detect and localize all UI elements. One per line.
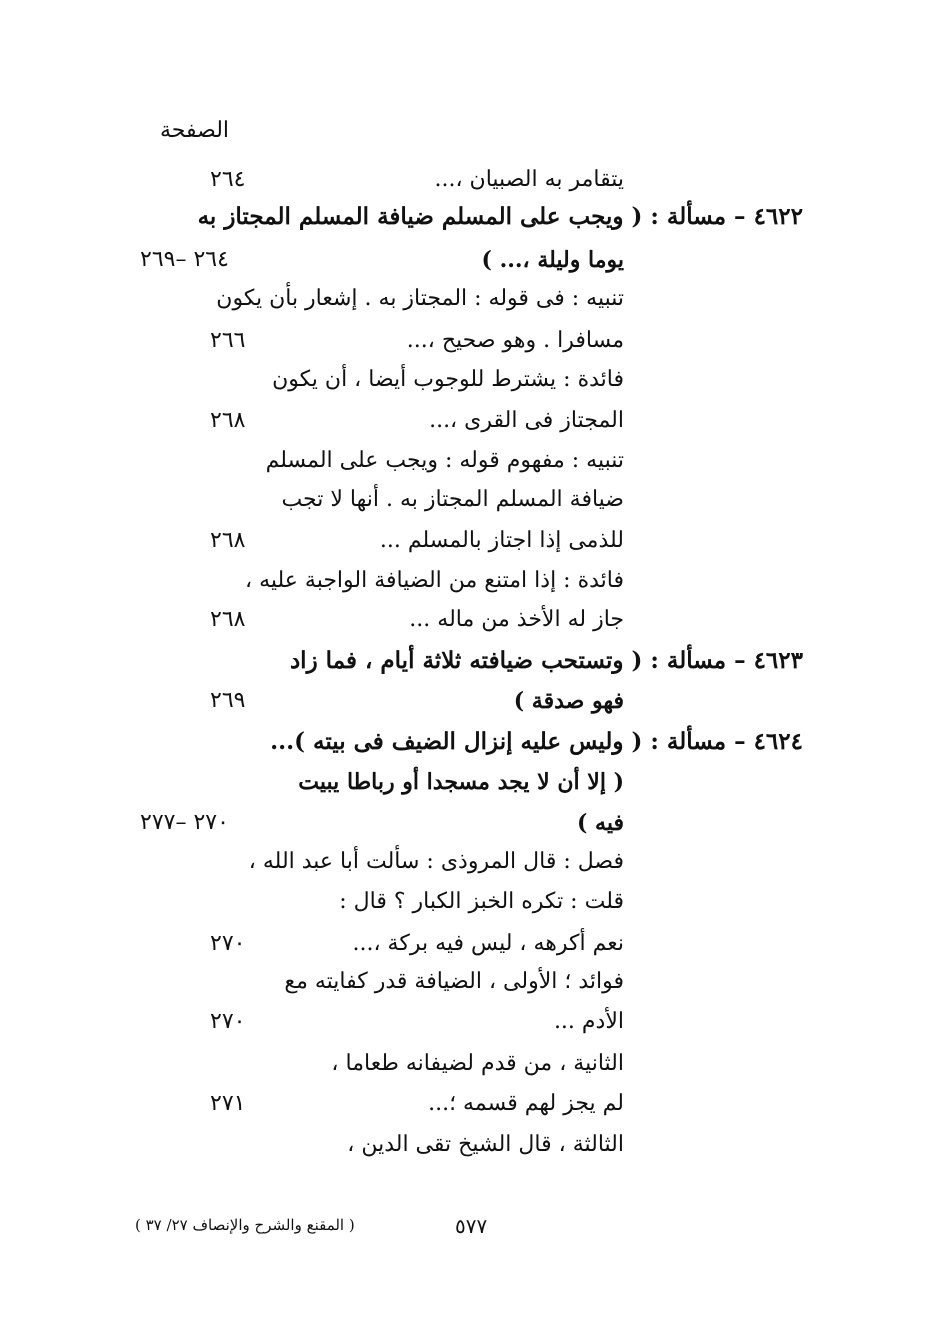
page-reference: ٢٦٩ — [210, 688, 246, 713]
entry-text: مسافرا . وهو صحيح ،... — [406, 328, 624, 353]
entry-text: ضيافة المسلم المجتاز به . أنها لا تجب — [281, 487, 624, 512]
entry-text: نعم أكرهه ، ليس فيه بركة ،... — [352, 931, 624, 956]
entry-text: الأدم ... — [553, 1009, 624, 1034]
page-reference: ٢٧٠ — [210, 931, 246, 956]
entry-text: الثانية ، من قدم لضيفانه طعاما ، — [331, 1051, 624, 1076]
page-reference: ٢٧٠ — [210, 1009, 246, 1034]
page-reference: ٢٦٤ –٢٦٩ — [140, 247, 229, 272]
entry-text: ( إلا أن لا يجد مسجدا أو رباطا يبيت — [298, 769, 624, 795]
entry-text: للذمى إذا اجتاز بالمسلم ... — [379, 528, 624, 553]
source-reference: ( المقنع والشرح والإنصاف ٢٧/ ٣٧ ) — [135, 1216, 355, 1234]
entry-text: المجتاز فى القرى ،... — [429, 408, 624, 433]
entry-text: الثالثة ، قال الشيخ تقى الدين ، — [347, 1132, 624, 1157]
page-reference: ٢٧٠ –٢٧٧ — [140, 810, 229, 835]
entry-text: فيه ) — [576, 810, 624, 836]
page-reference: ٢٦٨ — [210, 408, 246, 433]
entry-text: فائدة : يشترط للوجوب أيضا ، أن يكون — [272, 367, 624, 392]
entry-text: فوائد ؛ الأولى ، الضيافة قدر كفايته مع — [284, 969, 624, 994]
entry-text: تنبيه : مفهوم قوله : ويجب على المسلم — [265, 448, 624, 473]
page-reference: ٢٦٨ — [210, 607, 246, 632]
entry-text: لم يجز لهم قسمه ؛... — [428, 1091, 624, 1116]
issue-heading: ٤٦٢٢ – مسألة : ( ويجب على المسلم ضيافة المسلم المجتاز به — [197, 203, 803, 230]
entry-text: فصل : قال المروذى : سألت أبا عبد الله ، — [248, 849, 624, 874]
page-reference: ٢٦٦ — [210, 328, 246, 353]
page-number: ٥٧٧ — [455, 1214, 488, 1238]
page-reference: ٢٦٨ — [210, 528, 246, 553]
entry-text: يتقامر به الصبيان ،... — [434, 167, 624, 192]
entry-text: فهو صدقة ) — [513, 688, 624, 714]
entry-text: قلت : تكره الخبز الكبار ؟ قال : — [339, 889, 624, 914]
issue-heading: ٤٦٢٤ – مسألة : ( وليس عليه إنزال الضيف فى بيته )... — [270, 728, 803, 755]
issue-heading: ٤٦٢٣ – مسألة : ( وتستحب ضيافته ثلاثة أيام ، فما زاد — [289, 647, 803, 674]
entry-text: يوما وليلة ،... ) — [481, 247, 624, 273]
entry-text: فائدة : إذا امتنع من الضيافة الواجبة عليه ، — [244, 568, 624, 593]
entry-text: تنبيه : فى قوله : المجتاز به . إشعار بأن يكون — [216, 286, 624, 311]
page-reference: ٢٧١ — [210, 1091, 246, 1116]
page-column-header: الصفحة — [160, 118, 230, 143]
page-reference: ٢٦٤ — [210, 167, 246, 192]
entry-text: جاز له الأخذ من ماله ... — [409, 607, 624, 632]
